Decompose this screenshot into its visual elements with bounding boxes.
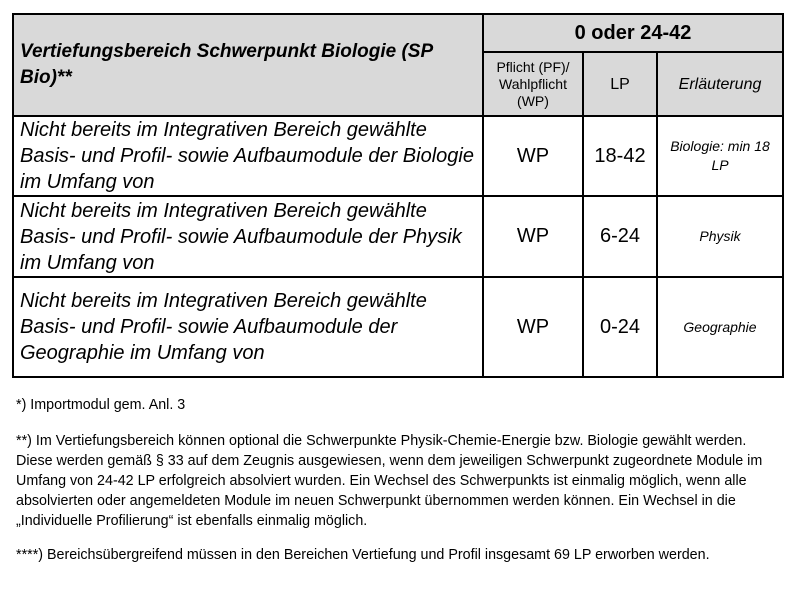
row-description: Nicht bereits im Integrativen Bereich gewählte Basis- und Profil- sowie Aufbaumodule der Physik im Umfang von	[13, 196, 483, 277]
footnote-cross-area: ****) Bereichsübergreifend müssen in den Bereichen Vertiefung und Profil insgesamt 69 LP erworben werden.	[16, 547, 710, 563]
row-explanation: Biologie: min 18 LP	[657, 116, 783, 196]
row-lp: 18-42	[583, 116, 657, 196]
row-lp: 6-24	[583, 196, 657, 277]
footnote-specialization: **) Im Vertiefungsbereich können optional die Schwerpunkte Physik-Chemie-Energie bzw. Biologie gewählt werden. Diese werden gemäß § 33 auf dem Zeugnis ausgewiesen, wenn dem jeweiligen Schwerpunkt zugeordnete Module im Umfang von 24-42 LP erfolgreich absolviert wurden. Ein Wechsel des Schwerpunkts ist einmalig möglich, wenn alle absolvierten oder angemeldeten Module im neuen Schwerpunkt übernommen werden können. Ein Wechsel in die „Individuelle Profilierung“ ist ebenfalls einmalig möglich.	[16, 433, 763, 529]
row-type: WP	[483, 196, 583, 277]
module-table	[12, 13, 784, 378]
column-header-pf-wp: Pflicht (PF)/ Wahlpflicht (WP)	[483, 52, 583, 116]
footnote-import: *) Importmodul gem. Anl. 3	[16, 397, 186, 413]
column-header-explanation: Erläuterung	[657, 52, 783, 116]
row-explanation: Physik	[657, 196, 783, 277]
table-header-title: Vertiefungsbereich Schwerpunkt Biologie (SP Bio)**	[13, 14, 483, 116]
row-type: WP	[483, 116, 583, 196]
table-row	[13, 196, 783, 277]
table-row	[13, 277, 783, 377]
total-credits-header: 0 oder 24-42	[483, 14, 783, 52]
table-row	[13, 116, 783, 196]
column-header-lp: LP	[583, 52, 657, 116]
row-description: Nicht bereits im Integrativen Bereich gewählte Basis- und Profil- sowie Aufbaumodule der Biologie im Umfang von	[13, 116, 483, 196]
row-explanation: Geographie	[657, 277, 783, 377]
row-description: Nicht bereits im Integrativen Bereich gewählte Basis- und Profil- sowie Aufbaumodule der Geographie im Umfang von	[13, 277, 483, 377]
row-type: WP	[483, 277, 583, 377]
row-lp: 0-24	[583, 277, 657, 377]
